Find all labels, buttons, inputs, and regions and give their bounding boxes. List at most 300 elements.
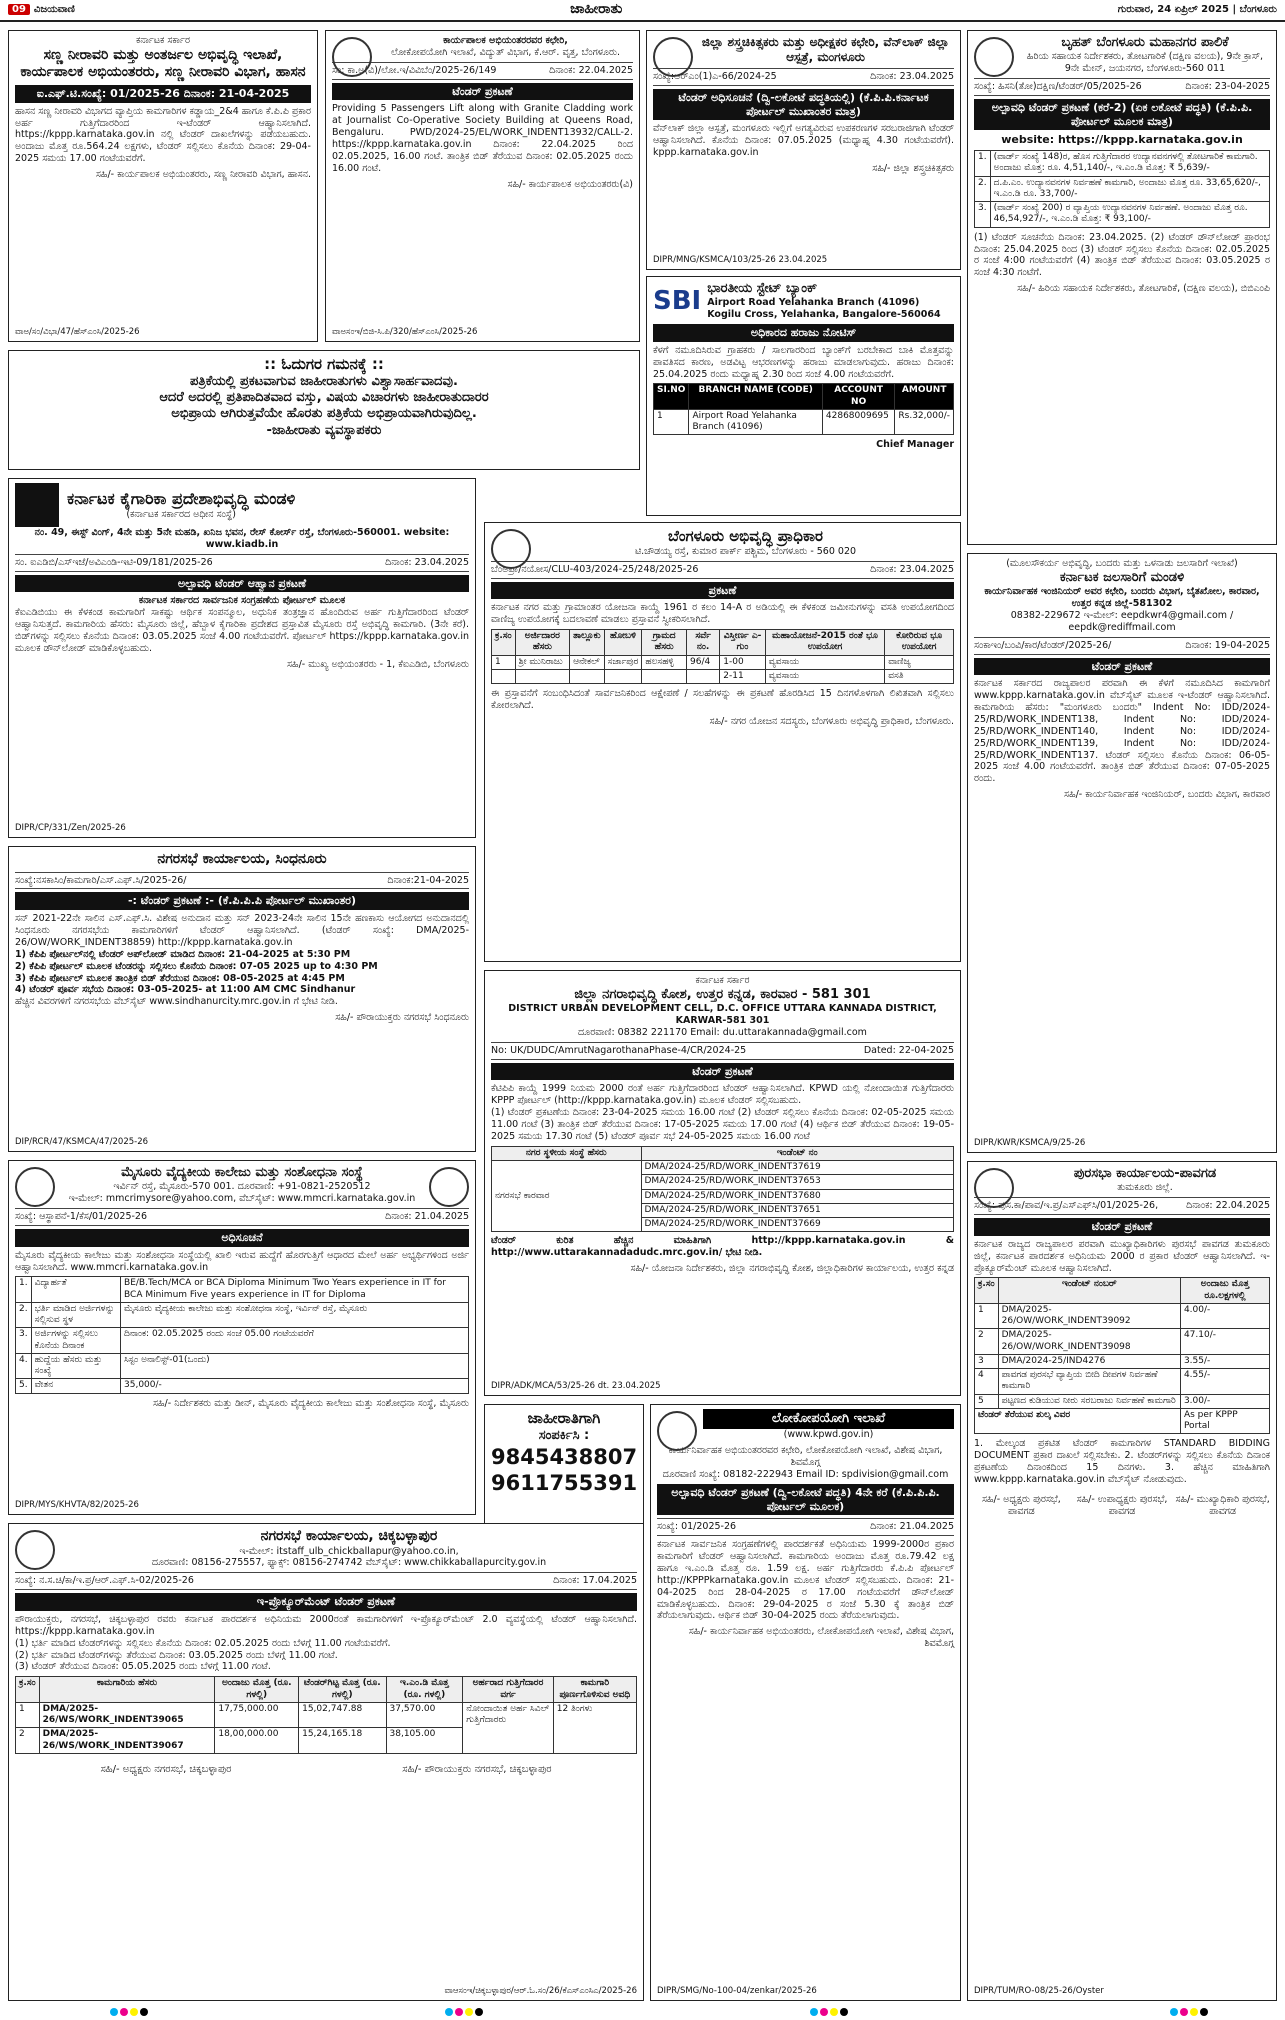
ad-bar: ಟೆಂಡರ್ ಪ್ರಕಟಣೆ	[491, 1063, 954, 1081]
sbi-logo-icon: SBI	[653, 285, 702, 316]
cell-no: 2	[975, 1329, 999, 1355]
ad-bar: ಇ-ಪ್ರೊಕ್ಯೂರ್‌ಮೆಂಟ್ ಟೆಂಡರ್ ಪ್ರಕಟಣೆ	[15, 1593, 637, 1611]
ad-meta	[974, 78, 1270, 96]
ad-body: ಕರ್ನಾಟಕ ಸರ್ಕಾರದ ರಾಜ್ಯಪಾಲರ ಪರವಾಗಿ ಈ ಕೆಳಗೆ ನಮೂದಿಸಿದ ಕಾಮಗಾರಿಗೆ www.kppp.karnataka.gov.in ವೆಬ್‌ಸೈಟ್ ಮೂಲಕ ಇ-ಟೆಂಡರ್ ಆಹ್ವಾನಿಸಲಾಗಿದೆ. ಕಾಮಗಾರಿಯ ಹೆಸರು: "ಮಂಗಳೂರು ಬಂದರು" Indent No: IDD/2024-25/RD/WORK_INDENT138, Indent No: IDD/2024-25/RD/WORK_INDENT140, Indent No: IDD/2024-25/RD/WORK_INDENT139, Indent No: IDD/2024-25/RD/WORK_INDENT137. ಟೆಂಡರ್ ಸಲ್ಲಿಸಲು ಕೊನೆಯ ದಿನಾಂಕ: 06-05-2025 ಸಂಜೆ 4.00 ಗಂಟೆಯವರೆಗೆ. ತಾಂತ್ರಿಕ ಬಿಡ್ ತೆರೆಯುವ ದಿನಾಂಕ: 07-05-2025 ರಂದು.	[974, 678, 1270, 785]
ad-date-line: 1) ಕೆಪಿಪಿ ಪೋರ್ಟಲ್‌ನಲ್ಲಿ ಟೆಂಡರ್ ಅಪ್‌ಲೋಡ್ ಮಾಡಿದ ದಿನಾಂಕ: 21-04-2025 at 5:30 PM	[15, 948, 351, 960]
ad-body: Providing 5 Passengers Lift along with Granite Cladding work at Journalist Co-Operative Society Building at Queens Road, Bengaluru. PWD/2024-25/EL/WORK_INDENT13932/CALL-2. https://kppp.karnataka.gov.in ದಿನಾಂಕ: 22.04.2025 ರಿಂದ 02.05.2025, 16.00 ಗಂಟೆ. ತಾಂತ್ರಿಕ ಬಿಡ್ ತೆರೆಯುವ ದಿನಾಂಕ: 02.05.2025 ರಂದು 16.00 ಗಂಟೆ.	[332, 103, 633, 174]
kiadb-sub: (ಕರ್ನಾಟಕ ಸರ್ಕಾರದ ಅಧೀನ ಸಂಸ್ಥೆ)	[126, 509, 236, 521]
land-table	[491, 629, 954, 684]
indent-table	[491, 1146, 954, 1233]
cell: ಹಲಸಹಳ್ಳಿ	[642, 655, 687, 669]
cell-label: ಭರ್ತಿ ಮಾಡಿದ ಅರ್ಜಿಗಳನ್ನು ಸಲ್ಲಿಸುವ ಸ್ಥಳ	[31, 1302, 120, 1328]
cell-label: ವೇತನ	[31, 1379, 120, 1393]
auction-table	[653, 383, 954, 435]
ad-bar: ಪ್ರಕಟಣೆ	[491, 582, 954, 600]
ports-address: ಕಾರ್ಯನಿರ್ವಾಹಕ ಇಂಜಿನಿಯರ್ ಅವರ ಕಛೇರಿ, ಬಂದರು ವಿಭಾಗ, ಬೈತಖೋಲ, ಕಾರವಾರ, ಉತ್ತರ ಕನ್ನಡ ಜಿಲ್ಲೆ-581302	[984, 586, 1260, 609]
table-row	[492, 669, 954, 683]
ad-body2: ಹೆಚ್ಚಿನ ವಿವರಗಳಿಗೆ ನಗರಸಭೆಯ ವೆಬ್‌ಸೈಟ್ www.sindhanurcity.mrc.gov.in ಗೆ ಭೇಟಿ ನೀಡಿ.	[15, 996, 338, 1008]
ad-karnataka-ports	[967, 553, 1277, 1153]
cell: 96/4	[687, 655, 720, 669]
ad-org: ಕರ್ನಾಟಕ ಸರ್ಕಾರ	[695, 975, 750, 986]
ad-phone: ದೂರವಾಣಿ: 08156-275557, ಫ್ಯಾಕ್ಸ್: 08156-274742 ವೆಬ್‌ಸೈಟ್: www.chikkaballapurcity.gov.in	[151, 1557, 547, 1569]
ad-date: ದಿನಾಂಕ: 22.04.2025	[1186, 1200, 1270, 1212]
sbi-branch: Airport Road Yelahanka Branch (41096)	[707, 297, 920, 309]
ad-signature: ಸಹಿ/- ನಿರ್ದೇಶಕರು ಮತ್ತು ಡೀನ್, ಮೈಸೂರು ವೈದ್ಯಕೀಯ ಕಾಲೇಜು ಮತ್ತು ಸಂಶೋಧನಾ ಸಂಸ್ಥೆ, ಮೈಸೂರು	[152, 1397, 469, 1409]
works-table	[974, 150, 1270, 228]
notice-line: ಆದರೆ ಅದರಲ್ಲಿ ಪ್ರತಿಪಾದಿತವಾದ ವಸ್ತು, ವಿಷಯ ವಿಚಾರಗಳು ಜಾಹೀರಾತುದಾರರ	[159, 390, 489, 405]
cell-amount: Rs.32,000/-	[895, 409, 954, 435]
ad-signature: ಸಹಿ/- ಅಧ್ಯಕ್ಷರು ಪುರಸಭೆ, ಪಾವಗಡ	[981, 1493, 1061, 1517]
govt-seal-icon	[657, 1411, 697, 1451]
cell-no: 1	[975, 1303, 999, 1329]
kiadb-address: ನಂ. 49, ಈಸ್ಟ್ ವಿಂಗ್, 4ನೇ ಮತ್ತು 5ನೇ ಮಹಡಿ, ಖನಿಜ ಭವನ, ರೇಸ್ ಕೋರ್ಸ್ ರಸ್ತೆ, ಬೆಂಗಳೂರು-560001. website: www.kiadb.in	[34, 527, 450, 550]
table-header	[492, 630, 954, 656]
ad-ref: ಸಂಖ್ಯೆ: ನ.ಸ.ಚಿ/ಕಾ/ಇ.ಪ್ರ/ಆರ್.ಎಫ್.ಸಿ-02/2025-26	[15, 1575, 194, 1587]
ad-body: ಹಾಸನ ಸಣ್ಣ ನೀರಾವರಿ ವಿಭಾಗದ ವ್ಯಾಪ್ತಿಯ ಕಾಮಗಾರಿಗಳ ಕಡ್ಡಾಯ_2&4 ಹಾಗೂ ಕೆ.ಪಿ.ಪಿ ಪ್ರಕಾರ ಅರ್ಹ ಗುತ್ತಿಗೆದಾರರಿಂದ ಇ-ಟೆಂಡರ್ ಆಹ್ವಾನಿಸಲಾಗಿದೆ. https://kppp.karnataka.gov.in ನಲ್ಲಿ ಟೆಂಡರ್ ದಾಖಲೆಗಳನ್ನು ಪಡೆಯಬಹುದು. ಅಂದಾಜು ಮೊತ್ತ ರೂ.564.24 ಲಕ್ಷಗಳು, ಟೆಂಡರ್ ಸಲ್ಲಿಸಲು ಕೊನೆಯ ದಿನಾಂಕ: 29-04-2025 ಸಮಯ 17.00 ಗಂಟೆಯವರೆಗೆ.	[15, 105, 311, 165]
ad-date-line: (2) ಭರ್ತಿ ಮಾಡಿದ ಟೆಂಡರ್‌ಗಳನ್ನು ತೆರೆಯುವ ದಿನಾಂಕ: 03.05.2025 ರಂದು ಬೆಳಗ್ಗೆ 11.00 ಗಂಟೆ.	[15, 1649, 338, 1661]
govt-seal-icon	[653, 37, 693, 77]
col: ಗ್ರಾಮದ ಹೆಸರು	[642, 630, 687, 656]
ad-meta	[974, 1197, 1270, 1215]
col: ತಾಲ್ಲೂಕು	[570, 630, 605, 656]
cell: ವ್ಯವಸಾಯ	[765, 669, 884, 683]
table-row	[16, 1328, 469, 1354]
ad-contact	[484, 1404, 644, 1526]
bda-name: ಬೆಂಗಳೂರು ಅಭಿವೃದ್ಧಿ ಪ್ರಾಧಿಕಾರ	[668, 527, 823, 545]
ad-title: ನಗರಸಭೆ ಕಾರ್ಯಾಲಯ, ಸಿಂಧನೂರು	[157, 851, 327, 867]
col: ಕೋರಿರುವ ಭೂ ಉಪಯೋಗ	[885, 630, 954, 656]
ad-date-line: (1) ಭರ್ತಿ ಮಾಡಿದ ಟೆಂಡರ್‌ಗಳನ್ನು ಸಲ್ಲಿಸಲು ಕೊನೆಯ ದಿನಾಂಕ: 02.05.2025 ರಂದು ಬೆಳಗ್ಗೆ 11.00 ಗಂಟೆಯವರೆಗೆ.	[15, 1637, 391, 1649]
cell: DMA/2025-26/WS/WORK_INDENT39065	[39, 1702, 215, 1728]
col: ಅರ್ಜಿದಾರರ ಹೆಸರು	[515, 630, 569, 656]
col: ಇ.ಎಂ.ಡಿ ಮೊತ್ತ (ರೂ. ಗಳಲ್ಲಿ)	[386, 1677, 463, 1703]
issue-date: ಗುರುವಾರ, 24 ಏಪ್ರಿಲ್ 2025 | ಬೆಂಗಳೂರು	[1117, 3, 1277, 15]
col: ಕ್ರ.ಸಂ	[16, 1677, 40, 1703]
ad-code: DIPR/TUM/RO-08/25-26/Oyster	[974, 1986, 1104, 1997]
ad-body2: ಈ ಪ್ರಸ್ತಾವನೆಗೆ ಸಂಬಂಧಿಸಿದಂತೆ ಸಾರ್ವಜನಿಕರಿಂದ ಆಕ್ಷೇಪಣೆ / ಸಲಹೆಗಳನ್ನು ಈ ಪ್ರಕಟಣೆ ಹೊರಡಿಸಿದ 15 ದಿನಗಳೊಳಗಾಗಿ ಲಿಖಿತವಾಗಿ ಸಲ್ಲಿಸಲು ಕೋರಲಾಗಿದೆ.	[491, 688, 954, 711]
ad-org: ಕಾರ್ಯಪಾಲಕ ಅಭಿಯಂತರರವರ ಕಛೇರಿ,	[443, 35, 568, 46]
sbi-address: Kogilu Cross, Yelahanka, Bangalore-560064	[707, 309, 941, 321]
ad-body: ಪೌರಾಯುಕ್ತರು, ನಗರಸಭೆ, ಚಿಕ್ಕಬಳ್ಳಾಪುರ ರವರು ಕರ್ನಾಟಕ ಪಾರದರ್ಶಕ ಅಧಿನಿಯಮ 2000ರಂತೆ ಕಾಮಗಾರಿಗಳಿಗೆ ಇ-ಪ್ರೊಕ್ಯೂರ್‌ಮೆಂಟ್ 2.0 ವ್ಯವಸ್ಥೆಯಲ್ಲಿ ಟೆಂಡರ್ ಆಹ್ವಾನಿಸಲಾಗಿದೆ. https://kppp.karnataka.gov.in	[15, 1613, 637, 1637]
cell-fee-label: ಟೆಂಡರ್ ತೆರೆಯುವ ಶುಲ್ಕ ವಿವರ	[975, 1408, 1181, 1434]
ad-ref: ಸಂಖ್ಯೆ:ಆರ್‌ಎಂ(1)ಎ-66/2024-25	[653, 71, 777, 82]
ad-bar2: ಕರ್ನಾಟಕ ಸರ್ಕಾರದ ಸಾರ್ವಜನಿಕ ಸಂಗ್ರಹಣೆಯ ಪೋರ್ಟಲ್ ಮೂಲಕ	[138, 595, 346, 607]
cell-no: 2.	[16, 1302, 32, 1328]
table-header	[654, 384, 954, 410]
govt-seal-icon	[15, 1167, 55, 1207]
cell-label: ವಿದ್ಯಾರ್ಹತೆ	[31, 1277, 120, 1303]
col-sino: SI.NO	[654, 384, 689, 410]
ad-title-en: DISTRICT URBAN DEVELOPMENT CELL, D.C. OFFICE UTTARA KANNADA DISTRICT, KARWAR-581 301	[508, 1003, 937, 1026]
cell: 18,00,000.00	[215, 1728, 299, 1754]
col-amount: ಅಂದಾಜು ಮೊತ್ತ ರೂ.ಲಕ್ಷಗಳಲ್ಲಿ	[1180, 1278, 1269, 1304]
table-row	[16, 1379, 469, 1393]
col-indent: ಇಂಡೆಂಟ್ ನಂ	[641, 1146, 954, 1160]
cell-no: 1.	[975, 151, 991, 177]
ad-kiadb	[8, 478, 476, 838]
cell-indent: DMA/2024-25/RD/WORK_INDENT37669	[641, 1218, 954, 1232]
ad-bar: ಅಲ್ಪಾವಧಿ ಟೆಂಡರ್ ಪ್ರಕಟಣೆ (ಕರೆ-2) (ಏಕ ಲಕೋಟೆ ಪದ್ಧತಿ) (ಕೆ.ಪಿ.ಪಿ. ಪೋರ್ಟಲ್ ಮೂಲಕ ಮಾತ್ರ)	[974, 99, 1270, 131]
ad-signature: ಸಹಿ/- ಕಾರ್ಯನಿರ್ವಾಹಕ ಅಭಿಯಂತರರು, ಲೋಕೋಪಯೋಗಿ ಇಲಾಖೆ, ವಿಶೇಷ ವಿಭಾಗ, ಶಿವಮೊಗ್ಗ	[688, 1626, 954, 1650]
cell-fee: As per KPPP Portal	[1180, 1408, 1269, 1434]
cell-sino: 1	[654, 409, 689, 435]
col-no: ಕ್ರ.ಸಂ	[975, 1278, 999, 1304]
ad-signature: ಸಹಿ/- ಕಾರ್ಯಪಾಲಕ ಅಭಿಯಂತರರು, ಸಣ್ಣ ನೀರಾವರಿ ವಿಭಾಗ, ಹಾಸನ.	[95, 169, 311, 180]
ad-title: ಸಣ್ಣ ನೀರಾವರಿ ಮತ್ತು ಅಂತರ್ಜಲ ಅಭಿವೃದ್ಧಿ ಇಲಾಖೆ, ಕಾರ್ಯಪಾಲಕ ಅಭಿಯಂತರರು, ಸಣ್ಣ ನೀರಾವರಿ ವಿಭಾಗ, ಹಾಸನ	[20, 46, 306, 81]
ad-title: ಪುರಸಭಾ ಕಾರ್ಯಾಲಯ-ಪಾವಗಡ	[1073, 1166, 1217, 1181]
cell	[642, 669, 687, 683]
cell: 17,75,000.00	[215, 1702, 299, 1728]
ad-body: ಕೆಐಎಡಿಬಿಯು ಈ ಕೆಳಕಂಡ ಕಾಮಗಾರಿಗೆ ಸಾಕಷ್ಟು ಆರ್ಥಿಕ ಸಂಪನ್ಮೂಲ, ಅಧುನಿಕ ತಂತ್ರಜ್ಞಾನ ಹೊಂದಿರುವ ಅರ್ಹ ಗುತ್ತಿಗೆದಾರರಿಂದ ಟೆಂಡರ್ ಆಹ್ವಾನಿಸುತ್ತದೆ. ಕಾಮಗಾರಿಯ ಹೆಸರು: ಮೈಸೂರು ಜಿಲ್ಲೆ, ಹೆಬ್ಬಾಳ ಕೈಗಾರಿಕಾ ಪ್ರದೇಶದ ಪ್ರಸ್ತಾವಿತ ಮೈಸೂರು ರಸ್ತೆ ಅಭಿವೃದ್ಧಿ ಕಾಮಗಾರಿ. (3ನೇ ಕರೆ). ಬಿಡ್‌ಗಳನ್ನು ಸಲ್ಲಿಸಲು ಕೊನೆಯ ದಿನಾಂಕ: 03.05.2025 ಸಂಜೆ 4.00 ಗಂಟೆಯವರೆಗೆ. ಪೋರ್ಟಲ್ https://kppp.karnataka.gov.in ಮೂಲಕ ಡೌನ್‌ಲೋಡ್ ಮಾಡಿಕೊಳ್ಳಬಹುದು.	[15, 607, 469, 654]
ad-signature: ಸಹಿ/- ಪೌರಾಯುಕ್ತರು ನಗರಸಭೆ ಸಿಂಧನೂರು	[335, 1012, 469, 1024]
ad-date: Dated: 22-04-2025	[863, 1044, 954, 1056]
ad-wenlock-hospital	[646, 30, 961, 270]
table-row	[492, 1161, 954, 1175]
ad-bar: ಟೆಂಡರ್ ಅಧಿಸೂಚನೆ (ದ್ವಿ-ಲಕೋಟೆ ಪದ್ಧತಿಯಲ್ಲಿ) (ಕೆ.ಪಿ.ಪಿ.ಕರ್ನಾಟಕ ಪೋರ್ಟಲ್ ಮುಖಾಂತರ ಮಾತ್ರ)	[653, 89, 954, 121]
ad-date: ದಿನಾಂಕ: 23.04.2025	[870, 71, 954, 82]
ad-code: DIPR/MYS/KHVTA/82/2025-26	[15, 1500, 139, 1511]
cell: ಸರ್ಜಾಪುರ	[604, 655, 642, 669]
ad-bar: ಟೆಂಡರ್ ಪ್ರಕಟಣೆ	[974, 658, 1270, 676]
ad-ref: ಸಂಖ್ಯೆ: ಹಿಸನಿ(ತೋ)ದಕ್ಷಿಣ/ಟೆಂಡರ್/05/2025-26	[974, 81, 1142, 92]
ad-dates: (1) ಟೆಂಡರ್ ಪ್ರಕಟಣೆಯ ದಿನಾಂಕ: 23-04-2025 ಸಮಯ 16.00 ಗಂಟೆ (2) ಟೆಂಡರ್ ಸಲ್ಲಿಸಲು ಕೊನೆಯ ದಿನಾಂಕ: 02-05-2025 ಸಮಯ 11.00 ಗಂಟೆ (3) ತಾಂತ್ರಿಕ ಬಿಡ್ ತೆರೆಯುವ ದಿನಾಂಕ: 17-05-2025 ಸಮಯ 17.00 ಗಂಟೆ (4) ಆರ್ಥಿಕ ಬಿಡ್ ತೆರೆಯುವ ದಿನಾಂಕ: 19-05-2025 ಸಮಯ 17.30 ಗಂಟೆ (5) ಟೆಂಡರ್ ಪೂರ್ವ ಸಭೆ 24-05-2025 ಸಮಯ 16.00 ಗಂಟೆ	[491, 1107, 954, 1142]
cell-label: ಅರ್ಜಿಗಳನ್ನು ಸಲ್ಲಿಸಲು ಕೊನೆಯ ದಿನಾಂಕ	[31, 1328, 120, 1354]
cell-work: (ವಾರ್ಡ್ ಸಂಖ್ಯೆ 148)ರ, ಹೊಸ ಗುತ್ತಿಗೆದಾರರ ಉದ್ಯಾನವನಗಳಲ್ಲಿ ತೋಟಗಾರಿಕೆ ಕಾಮಗಾರಿ. ಅಂದಾಜು ಮೊತ್ತ: ರೂ. 4,51,140/-, ಇ.ಎಂ.ಡಿ ಮೊತ್ತ: ₹ 5,639/-	[990, 151, 1269, 177]
col: ಅಂದಾಜು ಮೊತ್ತ (ರೂ. ಗಳಲ್ಲಿ)	[215, 1677, 299, 1703]
ad-sub: ಹಿರಿಯ ಸಹಾಯಕ ನಿರ್ದೇಶಕರು, ತೋಟಗಾರಿಕೆ (ದಕ್ಷಿಣ ವಲಯ), 9ನೇ ಕ್ರಾಸ್, 9ನೇ ಮೇನ್, ಜಯನಗರ, ಬೆಂಗಳೂರು-560 011	[1026, 51, 1264, 75]
cell-value: ಮೈಸೂರು ವೈದ್ಯಕೀಯ ಕಾಲೇಜು ಮತ್ತು ಸಂಶೋಧನಾ ಸಂಸ್ಥೆ, ಇರ್ವಿನ್ ರಸ್ತೆ, ಮೈಸೂರು	[121, 1302, 469, 1328]
ad-body: ಸನ್ 2021-22ನೇ ಸಾಲಿನ ಎಸ್.ಎಫ್.ಸಿ. ವಿಶೇಷ ಅನುದಾನ ಮತ್ತು ಸನ್ 2023-24ನೇ ಸಾಲಿನ 15ನೇ ಹಣಕಾಸು ಆಯೋಗದ ಅನುದಾನದಲ್ಲಿ ಸಿಂಧನೂರು ನಗರಸಭೆಯ ಕಾಮಗಾರಿಗಳಿಗೆ ಟೆಂಡರ್ ಆಹ್ವಾನಿಸಲಾಗಿದೆ. (ಟೆಂಡರ್ ಸಂಖ್ಯೆ: DMA/2025-26/OW/WORK_INDENT38859) http://kppp.karnataka.gov.in	[15, 913, 469, 948]
table-row	[975, 1369, 1270, 1395]
ad-date-line: (3) ಟೆಂಡರ್ ತೆರೆಯುವ ದಿನಾಂಕ: 05.05.2025 ರಂದು ಬೆಳಗ್ಗೆ 11.00 ಗಂಟೆ.	[15, 1661, 271, 1673]
table-row	[492, 655, 954, 669]
col: ಕಾಮಗಾರಿಯ ಹೆಸರು	[39, 1677, 215, 1703]
kiadb-logo-icon	[15, 483, 59, 527]
registration-marks-icon	[110, 2008, 148, 2016]
ad-body2: 1. ಮೇಲ್ಕಂಡ ಪ್ರಕಟಿತ ಟೆಂಡರ್ ಕಾಮಗಾರಿಗಳ STANDARD BIDDING DOCUMENT ಪ್ರಕಾರ ದಾಖಲೆ ಸಲ್ಲಿಸಬೇಕು. 2. ಟೆಂಡರ್‌ಗಳನ್ನು ಸಲ್ಲಿಸಲು ಕೊನೆಯ ದಿನಾಂಕ ಪ್ರಕಟಣೆಯ ದಿನಾಂಕದಿಂದ 15 ದಿನಗಳು. 3. ಹೆಚ್ಚಿನ ಮಾಹಿತಿಗಾಗಿ www.kppp.karnataka.gov.in ವೆಬ್‌ಸೈಟ್ ನೋಡುವುದು.	[974, 1438, 1270, 1485]
cell	[687, 669, 720, 683]
cell-indent: DMA/2024-25/RD/WORK_INDENT37651	[641, 1203, 954, 1217]
ad-date: ದಿನಾಂಕ: 17.04.2025	[553, 1575, 637, 1587]
ad-body: ಕರ್ನಾಟಕ ನಗರ ಮತ್ತು ಗ್ರಾಮಾಂತರ ಯೋಜನಾ ಕಾಯ್ದೆ 1961 ರ ಕಲಂ 14-A ರ ಅಡಿಯಲ್ಲಿ ಈ ಕೆಳಕಂಡ ಜಮೀನುಗಳನ್ನು ವಸತಿ ಉಪಯೋಗದಿಂದ ವಾಣಿಜ್ಯ ಉಪಯೋಗಕ್ಕೆ ಬದಲಾವಣೆ ಮಾಡಲು ಪ್ರಸ್ತಾವನೆ ಸ್ವೀಕರಿಸಲಾಗಿದೆ.	[491, 602, 954, 626]
table-row	[16, 1702, 637, 1728]
ad-meta	[653, 68, 954, 86]
ad-meta	[332, 62, 633, 80]
contact-sub: ಸಂಪರ್ಕಿಸಿ :	[538, 1427, 590, 1443]
col: ವಿಸ್ತೀರ್ಣ ಎ-ಗುಂ	[720, 630, 766, 656]
ad-bar: ಅಧಿಕಾರದ ಹರಾಜು ನೋಟಿಸ್	[653, 324, 954, 342]
ad-body: ಕರ್ನಾಟಕ ರಾಜ್ಯದ ರಾಜ್ಯಪಾಲರ ಪರವಾಗಿ ಮುಖ್ಯಾಧಿಕಾರಿಗಳು ಪುರಸಭೆ ಪಾವಗಡ ತುಮಕೂರು ಜಿಲ್ಲೆ, ಕರ್ನಾಟಕ ಪಾರದರ್ಶಕ ಅಧಿನಿಯಮ 2000 ರ ಪ್ರಕಾರ ಟೆಂಡರ್ ಆಹ್ವಾನಿಸಲಾಗಿದೆ. ಇ-ಪ್ರೊಕ್ಯೂರ್‌ಮೆಂಟ್ ಮೂಲಕ ಆಹ್ವಾನಿಸಲಾಗಿದೆ.	[974, 1238, 1270, 1274]
contact-phone: 9611755391	[491, 1471, 638, 1496]
ad-code: DIPR/CP/331/Zen/2025-26	[15, 823, 126, 834]
cell: ಶ್ರೀ ಮುನಿರಾಜು	[515, 655, 569, 669]
ad-meta	[657, 1518, 954, 1536]
sbi-name: ಭಾರತೀಯ ಸ್ಟೇಟ್ ಬ್ಯಾಂಕ್	[707, 281, 818, 296]
ad-date: ದಿನಾಂಕ: 23-04-2025	[1185, 81, 1270, 92]
ad-date-line: 4) ಟೆಂಡರ್ ಪೂರ್ವ ಸಭೆಯ ದಿನಾಂಕ: 03-05-2025- at 11:00 AM CMC Sindhanur	[15, 984, 356, 996]
notice-line: ಅಭಿಪ್ರಾಯ ಆಗಿರುತ್ತವೆಯೇ ಹೊರತು ಪತ್ರಿಕೆಯ ಅಭಿಪ್ರಾಯವಾಗಿರುವುದಿಲ್ಲ.	[171, 406, 477, 422]
table-row	[16, 1353, 469, 1379]
cell	[604, 669, 642, 683]
pwd-address: ಕಾರ್ಯನಿರ್ವಾಹಕ ಅಭಿಯಂತರರವರ ಕಛೇರಿ, ಲೋಕೋಪಯೋಗಿ ಇಲಾಖೆ, ವಿಶೇಷ ವಿಭಾಗ, ಶಿವಮೊಗ್ಗ	[668, 1445, 943, 1468]
ad-meta	[15, 554, 469, 572]
ad-signature: ಸಹಿ/- ಪೌರಾಯುಕ್ತರು ನಗರಸಭೆ, ಚಿಕ್ಕಬಳ್ಳಾಪುರ	[402, 1763, 552, 1775]
cell-indent: ಪಟ್ಟಣದ ಕುಡಿಯುವ ನೀರು ಸರಬರಾಜು ನಿರ್ವಹಣೆ ಕಾಮಗಾರಿ	[998, 1394, 1180, 1408]
ad-signature: ಸಹಿ/- ಕಾರ್ಯಪಾಲಕ ಅಭಿಯಂತರರು(ವಿ)	[507, 178, 633, 190]
table-row	[975, 1354, 1270, 1368]
ad-date: ದಿನಾಂಕ:21-04-2025	[387, 874, 469, 886]
ad-body2: ಟೆಂಡರ್ ಕುರಿತ ಹೆಚ್ಚಿನ ಮಾಹಿತಿಗಾಗಿ http://kppp.karnataka.gov.in & http://www.uttarakannadadudc.mrc.gov.in/ ಭೇಟಿ ನೀಡಿ.	[491, 1235, 954, 1259]
ad-pavagada	[967, 1161, 1277, 2001]
ad-body: ವೆನ್‌ಲಾಕ್ ಜಿಲ್ಲಾ ಆಸ್ಪತ್ರೆ, ಮಂಗಳೂರು ಇಲ್ಲಿಗೆ ಅಗತ್ಯವಿರುವ ಉಪಕರಣಗಳ ಸರಬರಾಜಿಗಾಗಿ ಟೆಂಡರ್ ಆಹ್ವಾನಿಸಲಾಗಿದೆ. ಕೊನೆಯ ದಿನಾಂಕ: 07.05.2025 (ಮಧ್ಯಾಹ್ನ 4.30 ಗಂಟೆಯವರೆಗೆ). kppp.karnataka.gov.in	[653, 123, 954, 159]
ad-code: DIPR/ADK/MCA/53/25-26 dt. 23.04.2025	[491, 1381, 661, 1392]
ad-bda	[484, 522, 961, 962]
ad-date: ದಿನಾಂಕ: 21.04.2025	[385, 1211, 469, 1222]
ad-bar: ಅಲ್ಪಾವಧಿ ಟೆಂಡರ್ ಪ್ರಕಟಣೆ (ದ್ವಿ-ಲಕೋಟೆ ಪದ್ಧತಿ) 4ನೇ ಕರೆ (ಕೆ.ಪಿ.ಪಿ.ಪಿ. ಪೋರ್ಟಲ್ ಮೂಲಕ)	[657, 1484, 954, 1516]
contact-title: ಜಾಹೀರಾತಿಗಾಗಿ	[527, 1409, 601, 1427]
ad-ref: ಐ.ಎಫ್.ಟಿ.ಸಂಖ್ಯೆ: 01/2025-26 ದಿನಾಂಕ: 21-04-2025	[15, 85, 311, 103]
ad-phone: ದೂರವಾಣಿ: 08382 221170 Email: du.uttarakannada@gmail.com	[578, 1026, 867, 1038]
govt-seal-icon	[15, 1530, 55, 1570]
ad-signature: ಸಹಿ/- ಮುಖ್ಯಾಧಿಕಾರಿ ಪುರಸಭೆ, ಪಾವಗಡ	[1175, 1493, 1270, 1517]
cell-no: 5.	[16, 1379, 32, 1393]
notice-title: :: ಓದುಗರ ಗಮನಕ್ಕೆ ::	[264, 355, 384, 373]
col: ಟೆಂಡರ್‌ಗಿಟ್ಟ ಮೊತ್ತ (ರೂ. ಗಳಲ್ಲಿ)	[299, 1677, 386, 1703]
pwd-url: (www.kpwd.gov.in)	[783, 1429, 874, 1441]
cell-value: BE/B.Tech/MCA or BCA Diploma Minimum Two Years experience in IT for BCA Minimum Five years experience in IT for Diploma	[121, 1277, 469, 1303]
cell	[492, 669, 516, 683]
mmcri-address: ಇರ್ವಿನ್ ರಸ್ತೆ, ಮೈಸೂರು-570 001. ದೂರವಾಣಿ: +91-0821-2520512	[113, 1181, 371, 1193]
ad-body: ಕೆಳಗೆ ನಮೂದಿಸಿರುವ ಗ್ರಾಹಕರು / ಸಾಲಗಾರರಿಂದ ಬ್ಯಾಂಕ್‌ಗೆ ಬರಬೇಕಾದ ಬಾಕಿ ಮೊತ್ತವನ್ನು ಪಾವತಿಸದ ಕಾರಣ, ಅಡವಿಟ್ಟ ಆಭರಣಗಳನ್ನು ಹರಾಜು ಮಾಡಲಾಗುವುದು. ಹರಾಜು ದಿನಾಂಕ: 25.04.2025 ರಂದು ಮಧ್ಯಾಹ್ನ 2.30 ರಿಂದ ಸಂಜೆ 4.00 ಗಂಟೆಯವರೆಗೆ.	[653, 344, 954, 380]
post-table	[15, 1276, 469, 1393]
ad-meta	[15, 1208, 469, 1226]
ad-signature: ಸಹಿ/- ಉಪಾಧ್ಯಕ್ಷರು ಪುರಸಭೆ, ಪಾವಗಡ	[1076, 1493, 1168, 1517]
page-header	[0, 0, 1285, 22]
cell-no: 2.	[975, 176, 991, 202]
col-account: ACCOUNT NO	[822, 384, 895, 410]
cell-amount: 3.55/-	[1180, 1354, 1269, 1368]
cell-indent: DMA/2024-25/IND4276	[998, 1354, 1180, 1368]
col-indent: ಇಂಡೆಂಟ್ ನಂಬರ್	[998, 1278, 1180, 1304]
ad-date: ದಿನಾಂಕ: 23.04.2025	[870, 563, 954, 575]
cell: ವಸತಿ	[885, 669, 954, 683]
cell: ವ್ಯವಸಾಯ	[765, 655, 884, 669]
cell: ಆನೇಕಲ್	[570, 655, 605, 669]
cell-amount: 3.00/-	[1180, 1394, 1269, 1408]
cell-indent: DMA/2024-25/RD/WORK_INDENT37680	[641, 1189, 954, 1203]
cell: ವಾಣಿಜ್ಯ	[885, 655, 954, 669]
cell-no: 5	[975, 1394, 999, 1408]
ports-name: ಕರ್ನಾಟಕ ಜಲಸಾರಿಗೆ ಮಂಡಳಿ	[1059, 569, 1185, 585]
table-header	[975, 1278, 1270, 1304]
table-row	[975, 1303, 1270, 1329]
ports-phone: 08382-229672 ಇ-ಮೇಲ್: eepdkwr4@gmail.com / eepdk@rediffmail.com	[1010, 609, 1234, 633]
page-number: 09	[8, 4, 30, 15]
readers-notice	[8, 350, 640, 470]
cell-amount: 47.10/-	[1180, 1329, 1269, 1355]
pwd-phone: ದೂರವಾಣಿ ಸಂಖ್ಯೆ: 08182-222943 Email ID: spdivision@gmail.com	[662, 1468, 949, 1480]
col-ulb: ನಗರ ಸ್ಥಳೀಯ ಸಂಸ್ಥೆ ಹೆಸರು	[492, 1146, 642, 1160]
cell-indent: DMA/2024-25/RD/WORK_INDENT37619	[641, 1161, 954, 1175]
ad-bar: ಟೆಂಡರ್ ಪ್ರಕಟಣೆ	[974, 1218, 1270, 1236]
cell-no: 3	[975, 1354, 999, 1368]
cell: 1	[492, 655, 516, 669]
ad-body: ಕರ್ನಾಟಕ ಸಾರ್ವಜನಿಕ ಸಂಗ್ರಹಣೆಗಳಲ್ಲಿ ಪಾರದರ್ಶಕತೆ ಅಧಿನಿಯಮ 1999-2000ರ ಪ್ರಕಾರ ಕಾಮಗಾರಿಗೆ ಟೆಂಡರ್ ಆಹ್ವಾನಿಸಲಾಗಿದೆ. ಕಾಮಗಾರಿಯ ಅಂದಾಜು ಮೊತ್ತ ರೂ.79.42 ಲಕ್ಷ ಹಾಗೂ ಇ.ಎಂ.ಡಿ ಮೊತ್ತ ರೂ. 1.59 ಲಕ್ಷ. ಅರ್ಹ ಗುತ್ತಿಗೆದಾರರು ಕೆ.ಪಿ.ಪಿ ಪೋರ್ಟಲ್ http://KPPPkarnataka.gov.in ಮೂಲಕ ಟೆಂಡರ್ ಸಲ್ಲಿಸಬಹುದು. ದಿನಾಂಕ: 21-04-2025 ರಿಂದ 28-04-2025 ರ 17.00 ಗಂಟೆಯವರೆಗೆ ಡೌನ್‌ಲೋಡ್ ಮಾಡಿಕೊಳ್ಳಬಹುದು. ದಿನಾಂಕ: 29-04-2025 ರ ಸಂಜೆ 5.30 ಕ್ಕೆ ತಾಂತ್ರಿಕ ಬಿಡ್ ತೆರೆಯಲಾಗುವುದು. ಆರ್ಥಿಕ ಬಿಡ್ 30-04-2025 ರಂದು ತೆರೆಯಲಾಗುವುದು.	[657, 1539, 954, 1622]
ad-signature: ಸಹಿ/- ಹಿರಿಯ ಸಹಾಯಕ ನಿರ್ದೇಶಕರು, ತೋಟಗಾರಿಕೆ, (ದಕ್ಷಿಣ ವಲಯ), ಬಿಬಿಎಂಪಿ	[1017, 283, 1270, 295]
ad-ref: ಸಂಕಾಇಂ/ಬಂವಿ/ಕಾರ/ಟೆಂಡರ್/2025-26/	[974, 639, 1112, 651]
col: ಅರ್ಹರಾದ ಗುತ್ತಿಗೆದಾರರ ವರ್ಗ	[463, 1677, 553, 1703]
ad-ref: ಸಂ. ಐಎಡಿಬಿ/ಎಸ್‌ಇಜೆ/ಅವಿಎಂಡಿ-ಇಟಿ-09/181/2025-26	[15, 556, 213, 568]
masthead	[8, 4, 75, 17]
ad-body: (1) ಟೆಂಡರ್ ಸೂಚನೆಯ ದಿನಾಂಕ: 23.04.2025. (2) ಟೆಂಡರ್ ಡೌನ್‌ಲೋಡ್ ಪ್ರಾರಂಭ ದಿನಾಂಕ: 25.04.2025 ರಿಂದ (3) ಟೆಂಡರ್ ಸಲ್ಲಿಸಲು ಕೊನೆಯ ದಿನಾಂಕ: 02.05.2025 ರ ಸಂಜೆ 4:00 ಗಂಟೆಯವರೆಗೆ (4) ತಾಂತ್ರಿಕ ಬಿಡ್ ತೆರೆಯುವ ದಿನಾಂಕ: 03.05.2025 ರ ಸಂಜೆ 4:30 ಗಂಟೆಗೆ.	[974, 231, 1270, 279]
cell: ನೋಂದಾಯಿತ ಅರ್ಹ ಸಿವಿಲ್ ಗುತ್ತಿಗೆದಾರರು	[463, 1702, 553, 1753]
ad-minor-irrigation	[8, 30, 318, 342]
ad-code: DIP/RCR/47/KSMCA/47/2025-26	[15, 1137, 149, 1148]
cell-work: (ವಾರ್ಡ್ ಸಂಖ್ಯೆ 200) ರ ವ್ಯಾಪ್ತಿಯ ಉದ್ಯಾನವನಗಳ ನಿರ್ವಹಣೆ. ಅಂದಾಜು ಮೊತ್ತ ರೂ. 46,54,927/-, ಇ.ಎಂ.ಡಿ ಮೊತ್ತ: ₹ 93,100/-	[990, 202, 1269, 228]
cell-no: 3.	[975, 202, 991, 228]
ad-code: ವಾಅ/ಸಂ/ವಿಭಾ/47/ಹೆಸ್‌ಎಂಸಿ/2025-26	[15, 327, 140, 338]
govt-seal-icon	[491, 529, 531, 569]
cell: 38,105.00	[386, 1728, 463, 1754]
ad-meta	[491, 1042, 954, 1060]
registration-marks-icon	[810, 2008, 848, 2016]
ad-bbmp-horticulture	[967, 30, 1277, 545]
cell-indent: DMA/2025-26/OW/WORK_INDENT39098	[998, 1329, 1180, 1355]
ad-org: ಕರ್ನಾಟಕ ಸರ್ಕಾರ	[136, 35, 190, 46]
table-row	[654, 409, 954, 435]
ad-signature: ಸಹಿ/- ಜಿಲ್ಲಾ ಶಸ್ತ್ರಚಿಕಿತ್ಸಕರು	[872, 163, 954, 174]
cell	[515, 669, 569, 683]
ad-sbi-auction	[646, 276, 961, 516]
ad-date: ದಿನಾಂಕ: 21.04.2025	[870, 1521, 954, 1533]
notice-line: ಪತ್ರಿಕೆಯಲ್ಲಿ ಪ್ರಕಟವಾಗುವ ಜಾಹೀರಾತುಗಳು ವಿಶ್ವಾಸಾರ್ಹವಾದವು.	[190, 373, 458, 389]
ad-ref: ಸಂಖ್ಯೆ:ನಸಕಾಸಿಂ/ಕಾಮಗಾರಿ/ಎಸ್.ಎಫ್.ಸಿ/2025-26/	[15, 874, 187, 886]
table-row	[975, 1329, 1270, 1355]
col: ಕ್ರ.ಸಂ	[492, 630, 516, 656]
cell-account: 42868009695	[822, 409, 895, 435]
ad-date-line: 3) ಕೆಪಿಪಿ ಪೋರ್ಟಲ್ ಮೂಲಕ ತಾಂತ್ರಿಕ ಬಿಡ್ ತೆರೆಯುವ ದಿನಾಂಕ: 08-05-2025 at 4:45 PM	[15, 972, 345, 984]
ad-signature: ಸಹಿ/- ಯೋಜನಾ ನಿರ್ದೇಶಕರು, ಜಿಲ್ಲಾ ನಗರಾಭಿವೃದ್ಧಿ ಕೋಶ, ಜಿಲ್ಲಾಧಿಕಾರಿಗಳ ಕಾರ್ಯಾಲಯ, ಉತ್ತರ ಕನ್ನಡ	[630, 1263, 954, 1274]
registration-marks-icon	[445, 2008, 483, 2016]
ad-ref: ಸಂಖ್ಯೆ: ಆಸ್ಥಾಪನೆ-1/ಕೆಸ/01/2025-26	[15, 1211, 148, 1222]
ad-body: ಕೆಟಿಪಿಪಿ ಕಾಯ್ದೆ 1999 ನಿಯಮ 2000 ರಂತೆ ಅರ್ಹ ಗುತ್ತಿಗೆದಾರರಿಂದ ಟೆಂಡರ್ ಆಹ್ವಾನಿಸಲಾಗಿದೆ. KPWD ಯಲ್ಲಿ ನೋಂದಾಯಿತ ಗುತ್ತಿಗೆದಾರರು KPPP ಪೋರ್ಟಲ್ (http://kppp.karnataka.gov.in) ಮೂಲಕ ಟೆಂಡರ್ ಸಲ್ಲಿಸಬಹುದು.	[491, 1083, 954, 1107]
cell-indent: ಪಾವಗಡ ಪುರಸಭೆ ವ್ಯಾಪ್ತಿಯ ಬೀದಿ ದೀಪಗಳ ನಿರ್ವಹಣೆ ಕಾಮಗಾರಿ	[998, 1369, 1180, 1395]
ad-code: DIPR/KWR/KSMCA/9/25-26	[974, 1138, 1086, 1149]
cell: DMA/2025-26/WS/WORK_INDENT39067	[39, 1728, 215, 1754]
ad-signature: ಸಹಿ/- ಅಧ್ಯಕ್ಷರು ನಗರಸಭೆ, ಚಿಕ್ಕಬಳ್ಳಾಪುರ	[100, 1763, 232, 1775]
ad-signatures	[15, 1764, 637, 1777]
ad-ref: ಸಂ: ಕಾ.ಅ(ವಿ)/ಲೋ.ಇ/ವಿವಿಬೆಂ/2025-26/149	[332, 64, 497, 76]
col-amount: AMOUNT	[895, 384, 954, 410]
ad-code: DIPR/MNG/KSMCA/103/25-26 23.04.2025	[653, 255, 828, 266]
ad-title: ನಗರಸಭೆ ಕಾರ್ಯಾಲಯ, ಚಿಕ್ಕಬಳ್ಳಾಪುರ	[260, 1528, 438, 1544]
ad-date: ದಿನಾಂಕ: 22.04.2025	[549, 64, 633, 76]
cell-no: 1.	[16, 1277, 32, 1303]
ad-pwd-shivamogga	[650, 1404, 961, 2001]
sbi-head	[653, 281, 954, 321]
ad-date-line: 2) ಕೆಪಿಪಿ ಪೋರ್ಟಲ್ ಮೂಲಕ ಟೆಂಡರನ್ನು ಸಲ್ಲಿಸಲು ಕೊನೆಯ ದಿನಾಂಕ: 07-05 2025 up to 4:30 PM	[15, 960, 378, 972]
ad-meta	[15, 1572, 637, 1590]
ad-signature: ಸಹಿ/- ಕಾರ್ಯನಿರ್ವಾಹಕ ಇಂಜಿನಿಯರ್, ಬಂದರು ವಿಭಾಗ, ಕಾರವಾರ	[1064, 789, 1270, 801]
cell-indent: DMA/2025-26/OW/WORK_INDENT39092	[998, 1303, 1180, 1329]
ad-code: ವಾಆಸಂಇ/ಚಿಕ್ಕಬಳ್ಳಾಪುರ/ಆರ್.ಓ.ಸಂ/26/ಕೆಎಸ್‌ಎಂಸಿಎ/2025-26	[444, 1986, 637, 1997]
ad-date: ದಿನಾಂಕ: 23.04.2025	[385, 556, 469, 568]
cell: 15,02,747.88	[299, 1702, 386, 1728]
govt-seal-icon	[974, 1168, 1014, 1208]
ad-code: ವಾಅಸಂಇ/ಬಿಜಿ-ಸಿ.ಪಿ/320/ಹೆಸ್‌ಎಂಸಿ/2025-26	[332, 327, 478, 338]
ad-mmcri	[8, 1160, 476, 1515]
ad-ref: ಸಂಖ್ಯೆ: 01/2025-26	[657, 1521, 737, 1533]
bda-address: ಟಿ.ಚೌಡಯ್ಯ ರಸ್ತೆ, ಕುಮಾರ ಪಾರ್ಕ್ ಪಶ್ಚಿಮ, ಬೆಂಗಳೂರು - 560 020	[634, 545, 857, 557]
ad-title: ಜಿಲ್ಲಾ ನಗರಾಭಿವೃದ್ಧಿ ಕೋಶ, ಉತ್ತರ ಕನ್ನಡ, ಕಾರವಾರ - 581 301	[574, 986, 871, 1002]
section-title: ಜಾಹೀರಾತು	[570, 1, 623, 18]
col: ಕಾಮಗಾರಿ ಪೂರ್ಣಗೊಳಿಸುವ ಅವಧಿ	[553, 1677, 636, 1703]
cell-label: ಹುದ್ದೆಯ ಹೆಸರು ಮತ್ತು ಸಂಖ್ಯೆ	[31, 1353, 120, 1379]
ad-title: ಲೋಕೋಪಯೋಗಿ ಇಲಾಖೆ, ವಿದ್ಯುತ್ ವಿಭಾಗ, ಕೆ.ಆರ್. ವೃತ್ತ, ಬೆಂಗಳೂರು.	[390, 46, 621, 58]
ad-ref: ಬೆಂಅಪ್ರಾ/ನಯೋಸ/CLU-403/2024-25/248/2025-26	[491, 563, 699, 575]
table-row	[16, 1277, 469, 1303]
ad-bar: ಅಲ್ಪಾವಧಿ ಟೆಂಡರ್ ಆಹ್ವಾನ ಪ್ರಕಟಣೆ	[15, 575, 469, 593]
cell-ulb: ನಗರಸಭೆ ಕಾರವಾರ	[492, 1161, 642, 1232]
indent-table	[974, 1277, 1270, 1434]
table-row	[975, 176, 1270, 202]
col-branch: BRANCH NAME (CODE)	[689, 384, 822, 410]
cell	[570, 669, 605, 683]
ad-signature: ಸಹಿ/- ನಗರ ಯೋಜನ ಸದಸ್ಯರು, ಬೆಂಗಳೂರು ಅಭಿವೃದ್ಧಿ ಪ್ರಾಧಿಕಾರ, ಬೆಂಗಳೂರು.	[709, 715, 954, 727]
ad-body: ಮೈಸೂರು ವೈದ್ಯಕೀಯ ಕಾಲೇಜು ಮತ್ತು ಸಂಶೋಧನಾ ಸಂಸ್ಥೆಯಲ್ಲಿ ಖಾಲಿ ಇರುವ ಹುದ್ದೆಗೆ ಹೊರಗುತ್ತಿಗೆ ಆಧಾರದ ಮೇಲೆ ಅರ್ಹ ಅಭ್ಯರ್ಥಿಗಳಿಂದ ಅರ್ಜಿ ಆಹ್ವಾನಿಸಲಾಗಿದೆ. www.mmcri.karnataka.gov.in	[15, 1249, 469, 1273]
ad-org: ಬೃಹತ್ ಬೆಂಗಳೂರು ಮಹಾನಗರ ಪಾಲಿಕೆ	[1061, 35, 1229, 50]
registration-marks-icon	[1170, 2008, 1208, 2016]
ad-bar: ಅಧಿಸೂಚನೆ	[15, 1229, 469, 1247]
cell: 12 ತಿಂಗಳು	[553, 1702, 636, 1753]
kiadb-name: ಕರ್ನಾಟಕ ಕೈಗಾರಿಕಾ ಪ್ರದೇಶಾಭಿವೃದ್ಧಿ ಮಂಡಳಿ	[67, 489, 296, 509]
table-header	[492, 1146, 954, 1160]
ad-sub: ತುಮಕೂರು ಜಿಲ್ಲೆ.	[1117, 1182, 1173, 1194]
table-row	[975, 151, 1270, 177]
ad-org: ಜಿಲ್ಲಾ ಶಸ್ತ್ರಚಿಕಿತ್ಸಕರು ಮತ್ತು ಅಧೀಕ್ಷಕರ ಕಛೇರಿ, ವೆನ್‌ಲಾಕ್ ಜಿಲ್ಲಾ ಆಸ್ಪತ್ರೆ, ಮಂಗಳೂರು	[701, 35, 950, 64]
ad-code: DIPR/SMG/No-100-04/zenkar/2025-26	[657, 1986, 817, 1997]
cell-no: 4.	[16, 1353, 32, 1379]
cell-amount: 4.00/-	[1180, 1303, 1269, 1329]
ad-signatures	[974, 1494, 1270, 1518]
cell-value: 35,000/-	[121, 1379, 469, 1393]
cell: 1-00	[720, 655, 766, 669]
ad-sindhanur	[8, 846, 476, 1152]
ad-signature: Chief Manager	[876, 439, 954, 451]
ad-website: website: https://kppp.karnataka.gov.in	[1001, 133, 1243, 147]
table-row	[975, 1394, 1270, 1408]
col: ಮಹಾಯೋಜನೆ-2015 ರಂತೆ ಭೂ ಉಪಯೋಗ	[765, 630, 884, 656]
mmcri-name: ಮೈಸೂರು ವೈದ್ಯಕೀಯ ಕಾಲೇಜು ಮತ್ತು ಸಂಶೋಧನಾ ಸಂಸ್ಥೆ	[121, 1165, 363, 1180]
ad-bar: ಟೆಂಡರ್ ಪ್ರಕಟಣೆ	[332, 83, 633, 101]
contact-phone: 9845438807	[491, 1445, 638, 1469]
cell: 15,24,165.18	[299, 1728, 386, 1754]
ad-email: ಇ-ಮೇಲ್: itstaff_ulb_chickballapur@yahoo.co.in,	[239, 1545, 459, 1557]
ad-chikkaballapur	[8, 1523, 644, 2001]
table-header	[16, 1677, 637, 1703]
govt-seal-icon	[332, 37, 372, 77]
cell-indent: DMA/2024-25/RD/WORK_INDENT37653	[641, 1175, 954, 1189]
ad-bar: -: ಟೆಂಡರ್ ಪ್ರಕಟಣೆ :- (ಕೆ.ಪಿ.ಪಿ.ಪಿ ಪೋರ್ಟಲ್ ಮುಖಾಂತರ)	[15, 892, 469, 910]
ad-signature: ಸಹಿ/- ಮುಖ್ಯ ಅಭಿಯಂತರರು - 1, ಕೆಐಎಡಿಬಿ, ಬೆಂಗಳೂರು	[287, 658, 469, 670]
govt-seal-icon	[974, 37, 1014, 77]
cell: 1	[16, 1702, 40, 1728]
cell: 37,570.00	[386, 1702, 463, 1728]
ad-meta	[15, 872, 469, 890]
col: ಹೋಬಳಿ	[604, 630, 642, 656]
cell-work: ದ.ಪಿ.ಎಂ. ಉದ್ಯಾನವನಗಳ ನಿರ್ವಹಣೆ ಕಾಮಗಾರಿ, ಅಂದಾಜು ಮೊತ್ತ ರೂ. 33,65,620/-, ಇ.ಎಂ.ಡಿ ರೂ. 33,700/-	[990, 176, 1269, 202]
institute-seal-icon	[429, 1167, 469, 1207]
